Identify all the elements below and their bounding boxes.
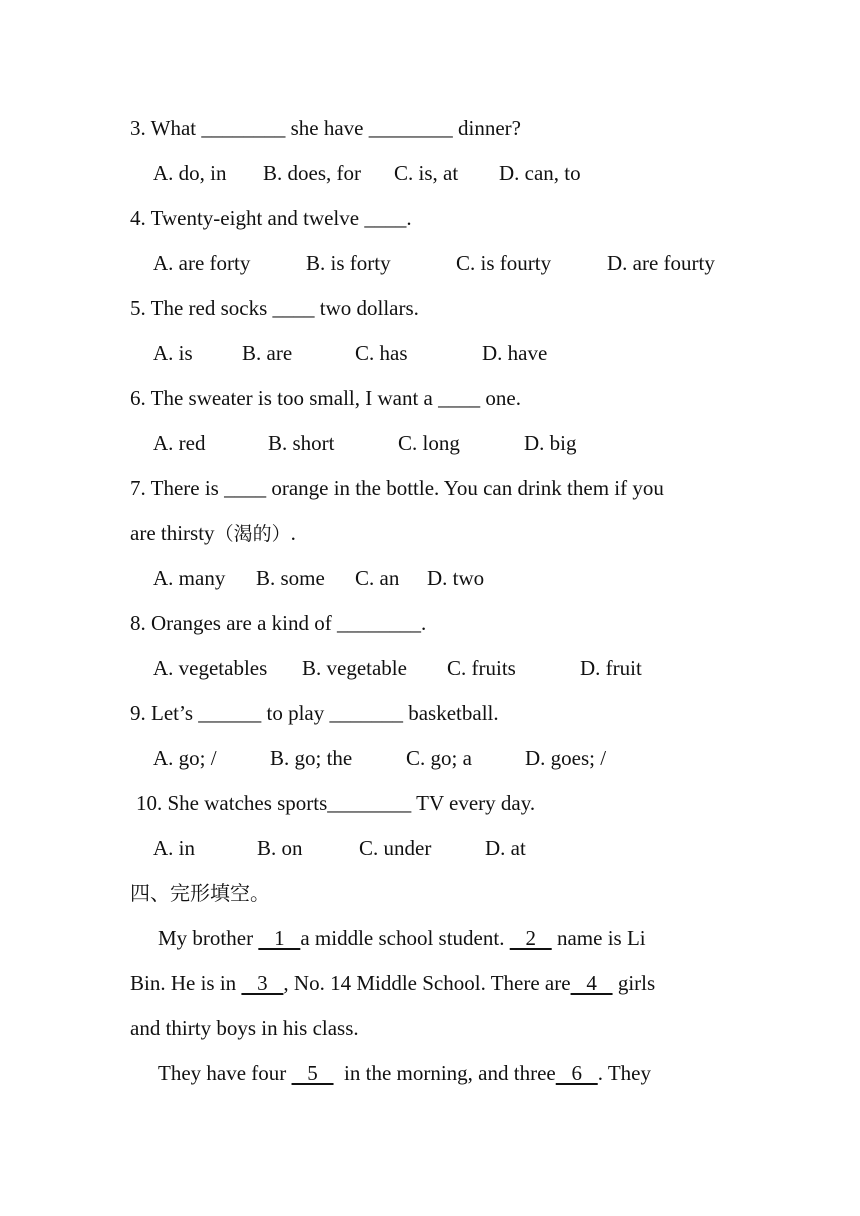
q7-english-word: are thirsty bbox=[130, 521, 215, 545]
q10-option-b: B. on bbox=[257, 836, 303, 860]
passage-text: . They bbox=[597, 1061, 652, 1085]
q6-option-a: A. red bbox=[153, 431, 206, 455]
q3-option-a: A. do, in bbox=[153, 161, 227, 185]
q3-option-b: B. does, for bbox=[263, 161, 361, 185]
q7-option-a: A. many bbox=[153, 566, 226, 590]
q8-option-b: B. vegetable bbox=[302, 656, 407, 680]
q9-option-c: C. go; a bbox=[406, 746, 472, 770]
q8-option-d: D. fruit bbox=[580, 656, 642, 680]
q5-option-d: D. have bbox=[482, 341, 548, 365]
question-3-stem: 3. What ________ she have ________ dinner? bbox=[130, 116, 521, 140]
passage-line-3: and thirty boys in his class. bbox=[130, 1016, 359, 1040]
q9-option-b: B. go; the bbox=[270, 746, 353, 770]
q9-option-d: D. goes; / bbox=[525, 746, 607, 770]
q6-option-d: D. big bbox=[524, 431, 577, 455]
question-8-stem: 8. Oranges are a kind of ________. bbox=[130, 611, 427, 635]
q7-option-d: D. two bbox=[427, 566, 485, 590]
q7-chinese-gloss: （渴的） bbox=[214, 523, 291, 545]
q7-option-c: C. an bbox=[355, 566, 400, 590]
q10-option-d: D. at bbox=[485, 836, 526, 860]
passage-text: , No. 14 Middle School. There are bbox=[283, 971, 571, 995]
question-9-stem: 9. Let’s ______ to play _______ basketball. bbox=[130, 701, 499, 725]
passage-text: They have four bbox=[158, 1061, 292, 1085]
passage-text: girls bbox=[612, 971, 656, 995]
q5-option-b: B. are bbox=[242, 341, 293, 365]
question-4-stem: 4. Twenty-eight and twelve ____. bbox=[130, 206, 412, 230]
cloze-blank-1: 1 bbox=[258, 926, 301, 950]
passage-line-2 bbox=[130, 969, 655, 997]
q6-option-c: C. long bbox=[398, 431, 460, 455]
q5-option-c: C. has bbox=[355, 341, 408, 365]
cloze-blank-4: 4 bbox=[570, 971, 613, 995]
passage-text: a middle school student. bbox=[300, 926, 510, 950]
q7-period: . bbox=[290, 521, 296, 545]
question-7-stem-line1: 7. There is ____ orange in the bottle. You can drink them if you bbox=[130, 476, 664, 500]
q8-option-a: A. vegetables bbox=[153, 656, 268, 680]
passage-text: name is Li bbox=[551, 926, 646, 950]
cloze-blank-5: 5 bbox=[291, 1061, 334, 1085]
section-title-cloze: 四、完形填空。 bbox=[130, 881, 270, 905]
question-10-stem: 10. She watches sports________ TV every day. bbox=[136, 791, 536, 815]
cloze-blank-3: 3 bbox=[241, 971, 284, 995]
q7-option-b: B. some bbox=[256, 566, 325, 590]
q4-option-c: C. is fourty bbox=[456, 251, 552, 275]
q8-option-c: C. fruits bbox=[447, 656, 516, 680]
passage-text: My brother bbox=[158, 926, 259, 950]
q9-option-a: A. go; / bbox=[153, 746, 217, 770]
passage-text: Bin. He is in bbox=[130, 971, 242, 995]
question-7-stem-line2 bbox=[130, 519, 296, 548]
question-6-stem: 6. The sweater is too small, I want a ____ one. bbox=[130, 386, 521, 410]
q3-option-d: D. can, to bbox=[499, 161, 581, 185]
passage-text: in the morning, and three bbox=[333, 1061, 556, 1085]
q4-option-a: A. are forty bbox=[153, 251, 251, 275]
q10-option-c: C. under bbox=[359, 836, 432, 860]
question-5-stem: 5. The red socks ____ two dollars. bbox=[130, 296, 419, 320]
q3-option-c: C. is, at bbox=[394, 161, 459, 185]
q4-option-b: B. is forty bbox=[306, 251, 391, 275]
passage-line-1 bbox=[158, 924, 646, 952]
q4-option-d: D. are fourty bbox=[607, 251, 715, 275]
q5-option-a: A. is bbox=[153, 341, 193, 365]
cloze-blank-2: 2 bbox=[509, 926, 552, 950]
q10-option-a: A. in bbox=[153, 836, 195, 860]
cloze-blank-6: 6 bbox=[555, 1061, 598, 1085]
passage-line-4 bbox=[158, 1059, 651, 1087]
q6-option-b: B. short bbox=[268, 431, 335, 455]
